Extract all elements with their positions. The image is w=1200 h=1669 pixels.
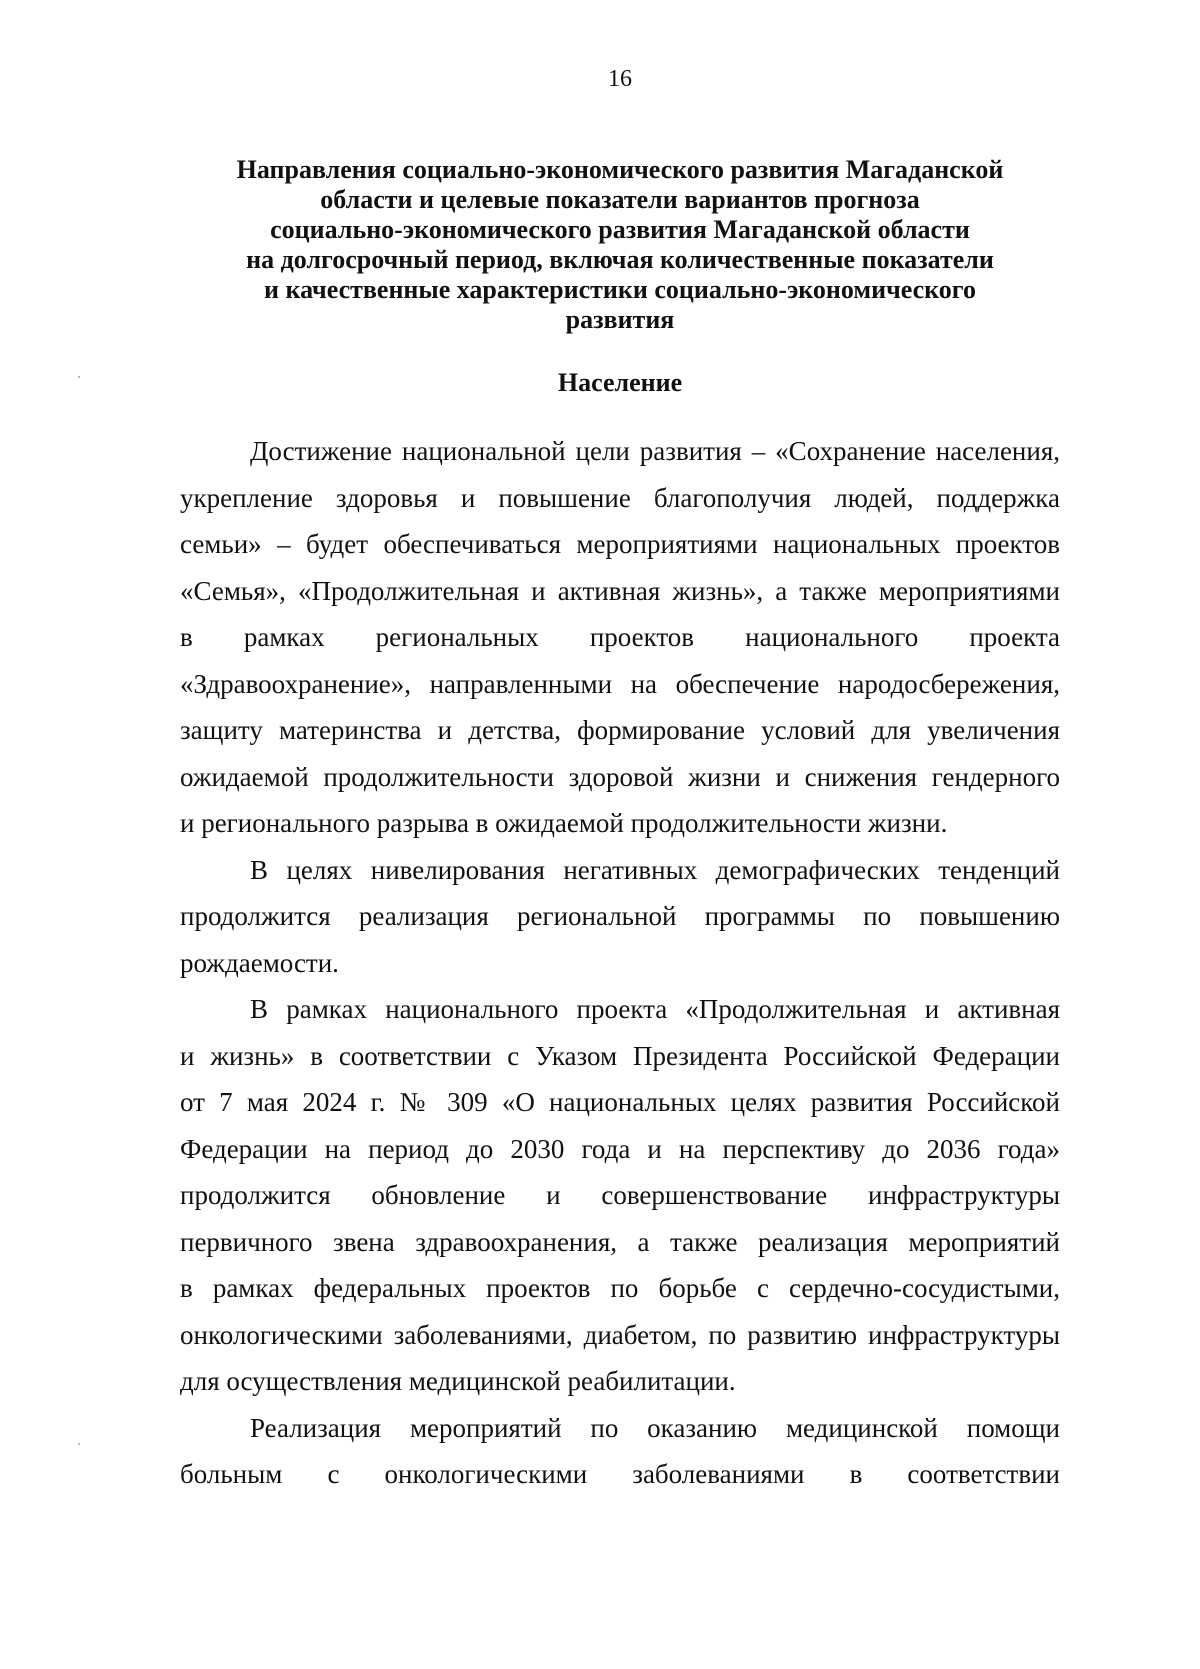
text-line: В целях нивелирования негативных демографических тенденций [250,854,1060,885]
scan-speck [78,1443,80,1445]
body-text [180,428,1060,1498]
text-line: и жизнь» в соответствии с Указом Президента Российской Федерации [180,1040,1060,1071]
text-line: укрепление здоровья и повышение благополучия людей, поддержка [180,482,1060,513]
title-line: области и целевые показатели вариантов прогноза [320,185,920,214]
text-line: продолжится обновление и совершенствование инфраструктуры [180,1180,1060,1210]
paragraph-2 [180,847,1060,987]
text-line: в рамках федеральных проектов по борьбе с сердечно-сосудистыми, [180,1273,1060,1303]
text-line: продолжится реализация региональной программы по повышению [180,901,1060,931]
title-line: и качественные характеристики социально-экономического [264,275,976,304]
text-line: семьи» – будет обеспечиваться мероприятиями национальных проектов [180,529,1060,559]
text-line: первичного звена здравоохранения, а также реализация мероприятий [180,1226,1060,1257]
document-title [180,155,1060,335]
paragraph-3 [180,986,1060,1405]
text-line: больным с онкологическими заболеваниями в соответствии [180,1459,1060,1489]
text-line: «Здравоохранение», направленными на обеспечение народосбережения, [180,668,1060,699]
paragraph-4 [180,1405,1060,1498]
title-line: социально-экономического развития Магаданской области [270,215,970,244]
text-line: В рамках национального проекта «Продолжительная и активная [250,994,1060,1024]
scan-speck [78,376,80,378]
text-line: в рамках региональных проектов национального проекта [180,622,1060,652]
text-line: Достижение национальной цели развития – «Сохранение населения, [250,436,1060,466]
text-line: защиту материнства и детства, формирование условий для увеличения [180,715,1060,745]
text-line: Реализация мероприятий по оказанию медицинской помощи [250,1412,1060,1443]
paragraph-1 [180,428,1060,847]
text-line: ожидаемой продолжительности здоровой жизни и снижения гендерного [180,761,1060,792]
title-line: развития [565,305,675,334]
text-line: от 7 мая 2024 г. № 309 «О национальных целях развития Российской [180,1087,1060,1117]
text-line: рождаемости. [180,947,339,978]
title-line: на долгосрочный период, включая количественные показатели [246,245,994,274]
text-line: и регионального разрыва в ожидаемой продолжительности жизни. [180,808,948,838]
title-line: Направления социально-экономического развития Магаданской [236,155,1004,184]
text-line: онкологическими заболеваниями, диабетом, по развитию инфраструктуры [180,1319,1060,1350]
text-line: Федерации на период до 2030 года и на перспективу до 2036 года» [180,1133,1060,1164]
section-heading: Население [557,368,683,397]
page-number: 16 [608,66,632,92]
text-line: «Семья», «Продолжительная и активная жизнь», а также мероприятиями [180,575,1060,606]
text-line: для осуществления медицинской реабилитации. [180,1366,736,1396]
